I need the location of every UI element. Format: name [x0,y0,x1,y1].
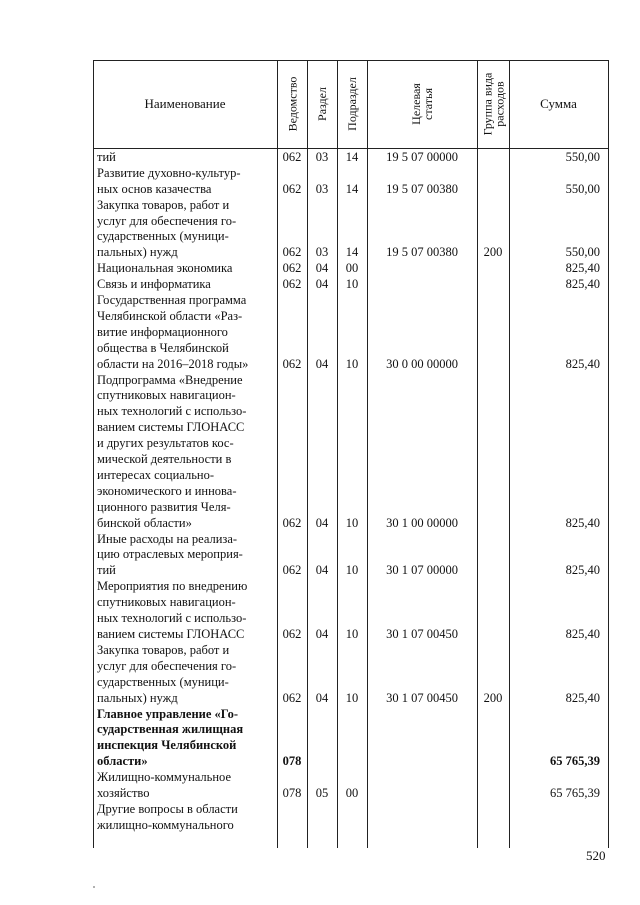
row-section: 04 [315,563,329,578]
header-target-line1: Целевая [408,83,423,125]
row-name-line: области» [97,754,148,769]
row-sum: 65 765,39 [550,785,600,800]
header-target-label [410,83,434,125]
row-name-line: Закупка товаров, работ и [97,197,230,212]
row-name-line: Подпрограмма «Внедрение [97,372,243,387]
row-group: 200 [483,690,503,705]
row-subsection: 00 [345,261,359,276]
row-section: 03 [315,181,329,196]
table-row [93,166,608,198]
row-section: 04 [315,277,329,292]
row-name [97,707,271,771]
row-sum: 550,00 [565,181,600,196]
row-department: 062 [282,626,302,641]
row-name-line: интересах социально- [97,467,214,482]
row-name-line: Мероприятия по внедрению [97,579,248,594]
row-name [97,579,271,643]
row-target: 30 0 00 00000 [386,356,458,371]
header-department-label: Ведомство [285,76,300,132]
row-subsection: 00 [345,785,359,800]
row-section: 05 [315,785,329,800]
row-target: 19 5 07 00380 [386,245,458,260]
row-name-line: жилищно-коммунального [97,817,234,832]
row-name-line: ных технологий с использо- [97,404,247,419]
row-name-line: тий [97,150,116,164]
table-row [93,373,608,532]
row-name-line: мической деятельности в [97,452,232,467]
row-target: 19 5 07 00380 [386,181,458,196]
header-bottom-border [93,148,608,149]
row-department: 062 [282,181,302,196]
row-subsection: 14 [345,181,359,196]
row-name-line: Государственная программа [97,293,247,308]
row-name [97,373,271,532]
row-name-line: бинской области» [97,515,192,530]
row-subsection: 14 [345,245,359,260]
row-name [97,802,271,834]
row-name-line: спутниковых навигацион- [97,595,236,610]
row-name-line: сударственных (муници- [97,674,229,689]
header-target [367,60,477,148]
table-row [93,770,608,802]
row-section: 04 [315,515,329,530]
row-name [97,643,271,707]
row-name-line: Главное управление «Го- [97,706,239,721]
row-target: 30 1 07 00450 [386,626,458,641]
row-department: 062 [282,245,302,260]
row-name [97,166,271,198]
row-name [97,293,271,372]
row-sum: 825,40 [565,261,600,276]
row-department: 062 [282,515,302,530]
table-row [93,293,608,373]
row-target: 30 1 07 00000 [386,563,458,578]
row-name-line: ных основ казачества [97,181,212,196]
row-name [97,198,271,262]
header-group-label [481,73,505,136]
table-row [93,802,608,834]
row-group: 200 [483,245,503,260]
row-target: 30 1 07 00450 [386,690,458,705]
row-sum: 825,40 [565,563,600,578]
row-name-line: витие информационного [97,324,228,339]
row-name-line: сударственных (муници- [97,229,229,244]
row-name-line: хозяйство [97,785,150,800]
header-subsection [337,60,367,148]
row-sum: 825,40 [565,690,600,705]
scan-speck [93,886,95,888]
row-name-line: тий [97,563,116,578]
row-department: 062 [282,261,302,276]
row-name-line: цию отраслевых мероприя- [97,547,243,562]
row-name-line: услуг для обеспечения го- [97,658,237,673]
row-subsection: 10 [345,626,359,641]
row-sum: 825,40 [565,277,600,292]
row-sum: 825,40 [565,626,600,641]
row-subsection: 14 [345,149,359,164]
row-subsection: 10 [345,690,359,705]
row-name-line: Другие вопросы в области [97,801,238,816]
table-row [93,579,608,643]
row-department: 062 [282,690,302,705]
header-section-label: Раздел [315,87,330,121]
row-name-line: Иные расходы на реализа- [97,531,238,546]
table-row [93,532,608,580]
row-section: 04 [315,261,329,276]
row-subsection: 10 [345,563,359,578]
row-name-line: ванием системы ГЛОНАСС [97,626,245,641]
row-target: 19 5 07 00000 [386,149,458,164]
row-name-line: пальных) нужд [97,690,178,705]
row-name-line: Национальная экономика [97,261,233,276]
row-name-line: Челябинской области «Раз- [97,308,243,323]
row-sum: 825,40 [565,356,600,371]
row-department: 062 [282,277,302,292]
row-sum: 65 765,39 [550,754,600,769]
row-name-line: ционного развития Челя- [97,499,231,514]
row-sum: 825,40 [565,515,600,530]
row-name-line: ных технологий с использо- [97,611,247,626]
table-row [93,150,608,166]
row-section: 04 [315,626,329,641]
row-name-line: услуг для обеспечения го- [97,213,237,228]
row-target: 30 1 00 00000 [386,515,458,530]
page-number: 520 [586,848,606,863]
header-group-line1: Группа вида [480,72,494,136]
table-row [93,277,608,293]
row-name-line: экономического и иннова- [97,483,237,498]
row-name-line: Связь и информатика [97,277,211,292]
row-subsection: 10 [345,277,359,292]
row-subsection: 10 [345,515,359,530]
header-section [307,60,337,148]
row-name [97,150,271,166]
row-department: 062 [282,356,302,371]
row-subsection: 10 [345,356,359,371]
row-section: 04 [315,356,329,371]
row-name [97,532,271,580]
row-name-line: пальных) нужд [97,245,178,260]
row-name-line: сударственная жилищная [97,722,244,737]
row-name-line: и других результатов кос- [97,436,234,451]
row-name-line: Закупка товаров, работ и [97,642,230,657]
row-department: 078 [282,785,302,800]
row-name-line: области на 2016–2018 годы» [97,356,249,371]
table-row [93,643,608,707]
header-target-line2: статья [420,88,435,120]
row-name [97,261,271,277]
row-section: 04 [315,690,329,705]
header-group [477,60,509,148]
header-group-line2: расходов [492,81,506,127]
header-name: Наименование [144,96,226,111]
row-sum: 550,00 [565,149,600,164]
table-row [93,261,608,277]
row-section: 03 [315,245,329,260]
row-name-line: Развитие духовно-культур- [97,165,241,180]
row-section: 03 [315,149,329,164]
row-name-line: общества в Челябинской [97,340,229,355]
row-name-line: инспекция Челябинской [97,738,237,753]
row-department: 062 [282,563,302,578]
row-name [97,770,271,802]
table-row [93,198,608,262]
row-name [97,277,271,293]
table-row [93,707,608,771]
row-department: 062 [282,149,302,164]
header-sum: Сумма [540,96,577,111]
row-name-line: спутниковых навигацион- [97,388,236,403]
row-department: 078 [282,754,302,769]
row-name-line: Жилищно-коммунальное [97,770,231,785]
header-subsection-label: Подраздел [345,77,360,131]
row-sum: 550,00 [565,245,600,260]
row-name-line: ванием системы ГЛОНАСС [97,420,245,435]
column-border [608,60,609,848]
header-department [277,60,307,148]
